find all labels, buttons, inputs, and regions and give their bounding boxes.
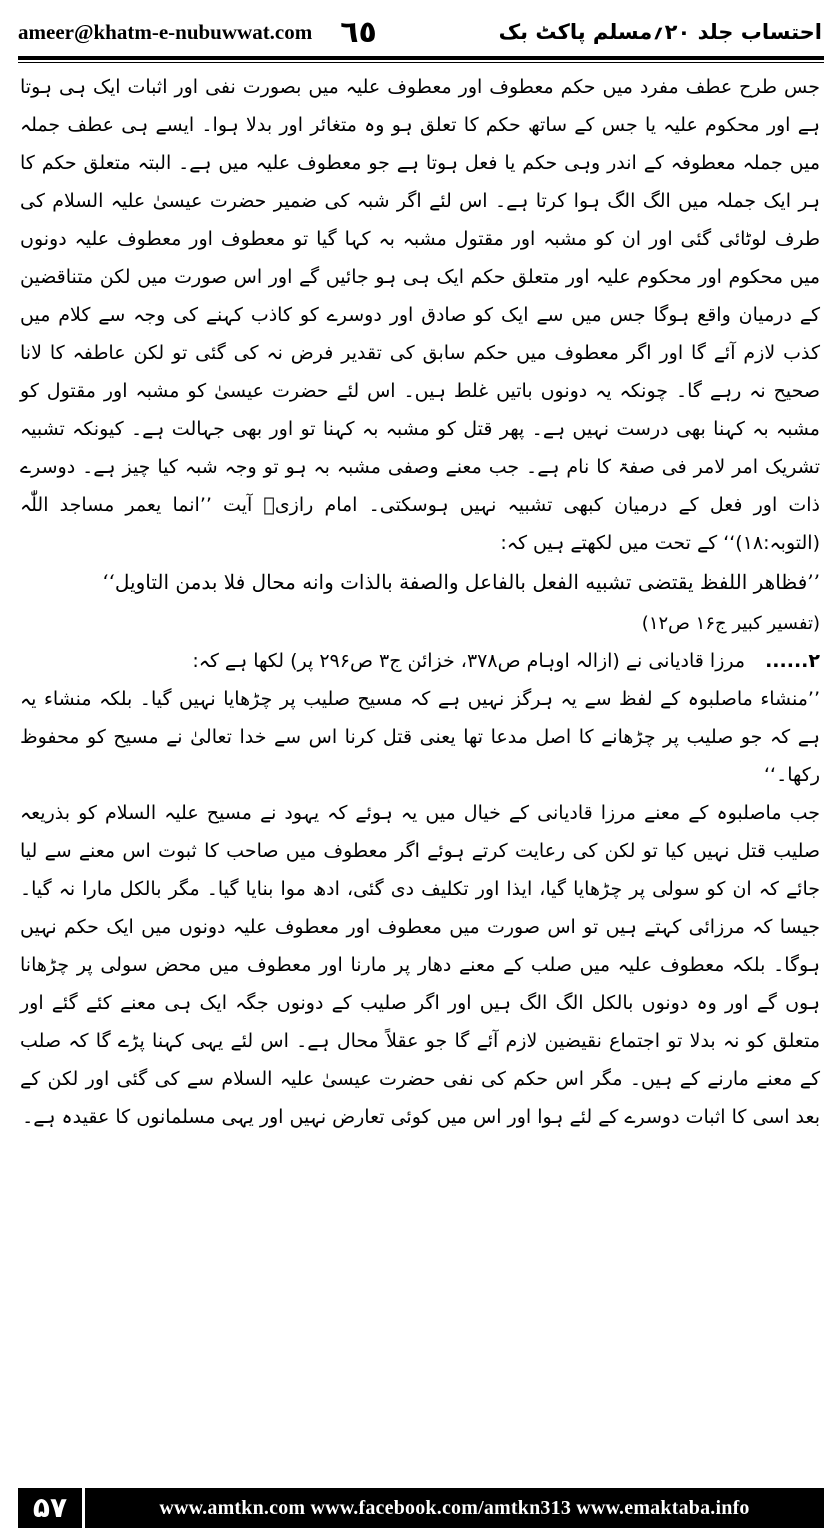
header-book-title: احتساب جلد ۲۰؍مسلم پاکٹ بک bbox=[498, 20, 822, 44]
main-text bbox=[20, 68, 820, 1136]
citation: (تفسیر کبیر ج۱۶ ص۱۲) bbox=[641, 613, 820, 634]
item-2-heading bbox=[20, 642, 820, 680]
page-header bbox=[18, 12, 822, 52]
header-divider-thick bbox=[18, 56, 824, 60]
header-divider-thin bbox=[18, 62, 824, 63]
header-left bbox=[18, 15, 377, 50]
footer-links: www.amtkn.com www.facebook.com/amtkn313 www.emaktaba.info bbox=[159, 1496, 750, 1519]
header-page-number: ٦٥ bbox=[340, 14, 377, 50]
page-footer bbox=[18, 1488, 824, 1528]
footer-page-number: ۵۷ bbox=[18, 1488, 85, 1528]
mirza-quote: ’’منشاء ماصلبوہ کے لفظ سے یہ ہرگز نہیں ہے کہ مسیح صلیب پر چڑھایا نہیں گیا۔ بلکہ منشاء یہ ہے کہ جو صلیب پر چڑھانے کا اصل مدعا تھا یعنی قتل کرنا اس سے خدا تعالیٰ نے مسیح کو محفوظ رکھا۔‘‘ bbox=[20, 688, 820, 786]
item-2-intro: مرزا قادیانی نے (ازالہ اوہام ص۳۷۸، خزائن ج۳ ص۲۹۶ پر) لکھا ہے کہ: bbox=[192, 650, 746, 672]
item-2-number: ۲...... bbox=[765, 650, 820, 672]
paragraph-2: جب ماصلبوہ کے معنے مرزا قادیانی کے خیال میں یہ ہوئے کہ یہود نے مسیح علیہ السلام کو بذریعہ صلیب قتل نہیں کیا تو لکن کی رعایت کرتے ہوئے اگر معطوف میں صاحب کا ثبوت اس معنے سے لیا جائے کہ ان کو سولی پر چڑھایا گیا، ایذا اور تکلیف دی گئی، ادھ موا بنایا گیا۔ مگر بالکل مارا نہ گیا۔ جیسا کہ مرزائی کہتے ہیں تو اس صورت میں معطوف اور معطوف علیہ دونوں میں ایک حکم نہیں ہوگا۔ بلکہ معطوف علیہ میں صلب کے معنے دھار پر مارنا اور معطوف میں محض سولی پر چڑھانا ہوں گے اور وہ دونوں بالکل الگ الگ ہیں اور اگر صلیب کے دونوں جگہ ایک ہی معنے کئے گئے اور متعلق کو نہ بدلا تو اجتماع نقیضین لازم آئے گا جو عقلاً محال ہے۔ اس لئے یہی کہنا پڑے گا کہ صلب کے معنے مارنے کے ہیں۔ مگر اس حکم کی نفی حضرت عیسیٰ علیہ السلام سے کی گئی اور لکن کے بعد اسی کا اثبات دوسرے کے لئے ہوا اور اس میں کوئی تعارض نہیں اور یہی مسلمانوں کا عقیدہ ہے۔ bbox=[20, 802, 820, 1128]
paragraph-1: جس طرح عطف مفرد میں حکم معطوف اور معطوف علیہ میں بصورت نفی اور اثبات ایک ہی ہوتا ہے اور محکوم علیہ یا جس کے ساتھ حکم کا تعلق ہو وہ متغائر اور بدلا ہوا۔ ایسے ہی عطف جملہ میں جملہ معطوفہ کے اندر وہی حکم یا فعل ہوتا ہے جو معطوف علیہ میں ہے۔ البتہ متعلق حکم کا ہر ایک جملہ میں الگ الگ ہوا کرتا ہے۔ اس لئے اگر شبہ کی ضمیر حضرت عیسیٰ علیہ السلام کی طرف لوٹائی گئی اور ان کو مشبہ اور مقتول مشبہ بہ کہا گیا تو معطوف اور معطوف علیہ دونوں میں محکوم اور محکوم علیہ اور متعلق حکم ایک ہی ہو جائیں گے اور اس صورت میں لکن متناقضین کے درمیان واقع ہوگا جس میں سے ایک کو صادق اور دوسرے کو کاذب کہنے کی وجہ سے کلام میں کذب لازم آئے گا اور اگر معطوف میں حکم سابق کی تقدیر فرض نہ کی گئی تو لکن عاطفہ کا لانا صحیح نہ رہے گا۔ چونکہ یہ دونوں باتیں غلط ہیں۔ اس لئے حضرت عیسیٰ کو مشبہ اور مقتول کو مشبہ بہ کہنا بھی درست نہیں ہے۔ پھر قتل کو مشبہ بہ کہنا تو اور بھی جہالت ہے۔ کیونکہ تشبیہ تشریک امر لامر فی صفۃ کا نام ہے۔ جب معنے وصفی مشبہ بہ ہو تو وجہ شبہ کیا چیز ہے۔ دوسرے ذات اور فعل کے درمیان کبھی تشبیہ نہیں ہوسکتی۔ امام رازیؒ آیت ’’انما یعمر مساجد اللّٰہ (التوبہ:۱۸)‘‘ کے تحت میں لکھتے ہیں کہ: bbox=[20, 76, 820, 554]
arabic-quote: ’’فظاهر اللفظ يقتضى تشبيه الفعل بالفاعل والصفة بالذات وانه محال فلا بدمن التاويل‘‘ bbox=[102, 570, 820, 594]
header-email: ameer@khatm-e-nubuwwat.com bbox=[18, 19, 313, 44]
